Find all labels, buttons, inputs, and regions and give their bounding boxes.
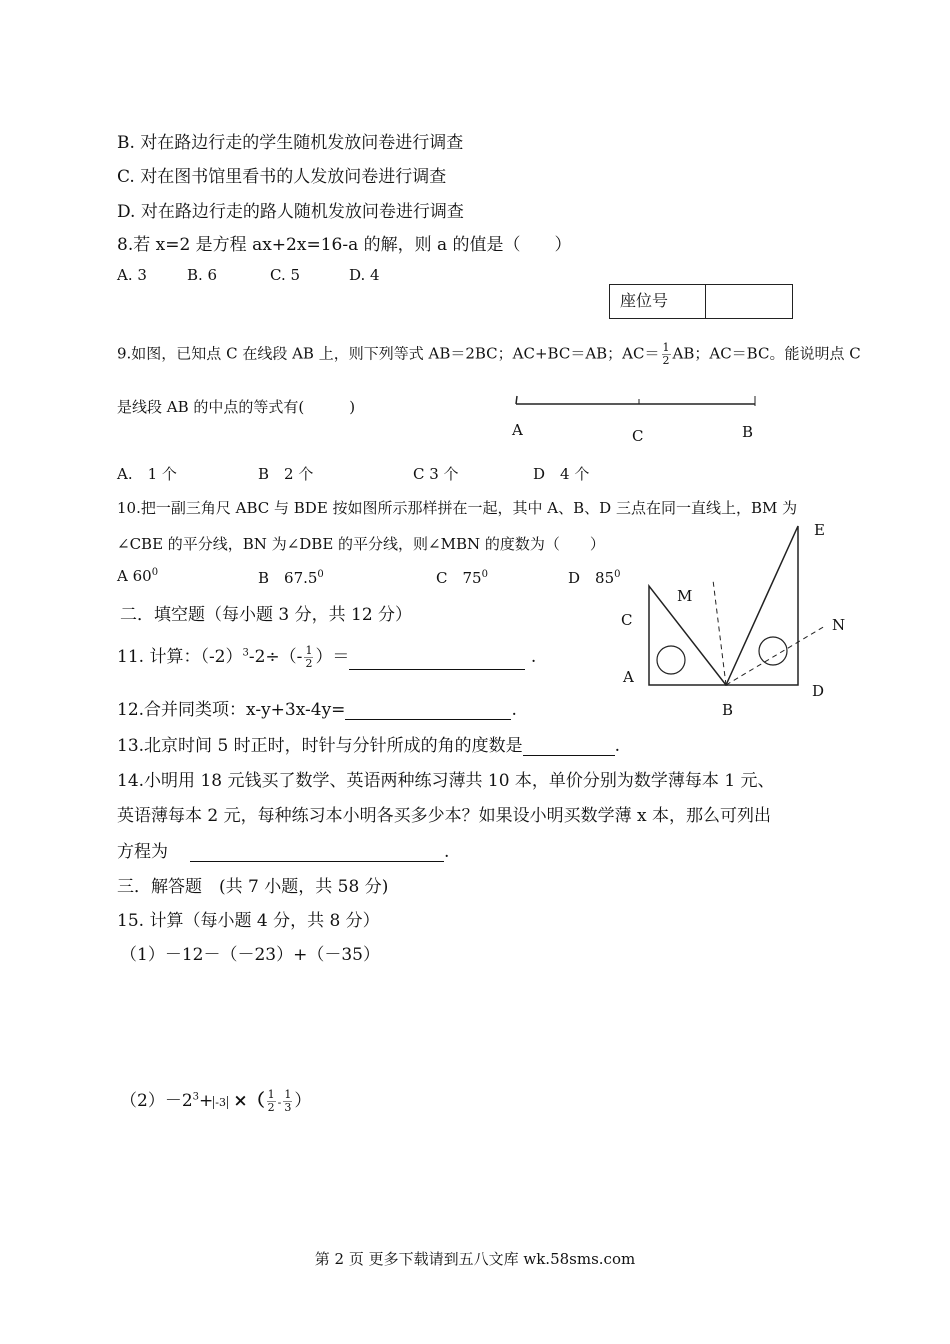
- q11-exponent: 3: [242, 647, 249, 659]
- q13: [117, 731, 620, 756]
- q10-option-d-label: D 85: [568, 569, 615, 587]
- q12: [117, 695, 517, 720]
- q10-option-b-label: B 67.5: [258, 569, 318, 587]
- q9-stem-line2: 是线段 AB 的中点的等式有( ): [117, 398, 356, 416]
- figure-label-c: C: [621, 611, 633, 629]
- q10-option-d-degree: 0: [614, 569, 621, 580]
- q9-fraction: [662, 342, 671, 367]
- q11-end: .: [530, 647, 537, 667]
- q10-option-a-degree: 0: [151, 567, 159, 578]
- point-a-label: A: [512, 421, 523, 439]
- q9-fraction-numerator: 1: [662, 341, 670, 354]
- q11: [117, 642, 536, 670]
- seat-number-box: [609, 284, 793, 319]
- q10-line1: 10.把一副三角尺 ABC 与 BDE 按如图所示那样拼在一起，其中 A、B、D 三点在同一直线上，BM 为: [117, 499, 798, 517]
- triangles-figure: [600, 510, 860, 710]
- q12-end: .: [511, 700, 517, 720]
- figure-label-d: D: [812, 682, 825, 700]
- q11-fraction-numerator: 1: [305, 644, 313, 657]
- q10-option-c-degree: 0: [481, 569, 488, 580]
- q8-option-c: C. 5: [270, 266, 301, 284]
- q15-part2-plus: +: [199, 1091, 214, 1111]
- q9-option-a: A. 1 个: [117, 465, 177, 483]
- q7-option-d: D. 对在路边行走的路人随机发放问卷进行调查: [117, 202, 464, 222]
- q10-option-c: [436, 567, 488, 588]
- q9-option-b: B 2 个: [258, 465, 314, 483]
- q9-stem-part1: 9.如图，已知点 C 在线段 AB 上，则下列等式 AB＝2BC；AC+BC＝AB；AC＝: [117, 344, 660, 363]
- q7-option-c: C. 对在图书馆里看书的人发放问卷进行调查: [117, 167, 447, 187]
- q11-middle: -2÷（-: [248, 647, 303, 667]
- q9-option-c: C 3 个: [413, 465, 459, 483]
- q15-title: 15. 计算（每小题 4 分，共 8 分）: [117, 911, 380, 931]
- q15-part2-fraction-2-numerator: 1: [284, 1088, 292, 1101]
- q14-end: .: [444, 842, 450, 862]
- q11-answer-blank[interactable]: [349, 651, 525, 670]
- q13-end: .: [614, 736, 621, 756]
- q15-part2-minus: -: [277, 1096, 282, 1109]
- q10-option-b-degree: 0: [317, 569, 324, 580]
- q12-answer-blank[interactable]: [345, 701, 511, 720]
- figure-label-b: B: [722, 701, 734, 719]
- point-b-label: B: [742, 423, 754, 441]
- seat-number-label: 座位号: [610, 285, 706, 318]
- q7-option-b: B. 对在路边行走的学生随机发放问卷进行调查: [117, 133, 464, 153]
- q15-part2-close: ）: [294, 1091, 312, 1111]
- q11-fraction-denominator: 2: [305, 657, 313, 670]
- q15-part2-fraction-2-denominator: 3: [284, 1101, 292, 1114]
- q11-equals: ）＝: [315, 647, 350, 667]
- q8-option-a: A. 3: [117, 266, 147, 284]
- q10-option-c-label: C 75: [436, 569, 482, 587]
- q13-answer-blank[interactable]: [523, 737, 615, 756]
- figure-label-m: M: [677, 587, 693, 605]
- q10-option-b: [258, 567, 324, 588]
- q15-part2-times: ×（: [233, 1091, 265, 1111]
- q10-line2: ∠CBE 的平分线，BN 为∠DBE 的平分线，则∠MBN 的度数为（ ）: [117, 535, 605, 553]
- q15-part2-fraction-1-numerator: 1: [267, 1088, 275, 1101]
- q14-answer-blank[interactable]: [190, 843, 444, 862]
- figure-label-e: E: [814, 521, 825, 539]
- q15-part2-fraction-1-denominator: 2: [267, 1101, 275, 1114]
- q15-part2-fraction-2: [283, 1089, 292, 1114]
- q11-fraction: [304, 645, 313, 670]
- q10-option-a-label: A 60: [117, 567, 152, 585]
- q9-fraction-denominator: 2: [662, 354, 670, 367]
- figure-label-a: A: [623, 668, 634, 686]
- q15-part2: [120, 1086, 311, 1114]
- q8-stem: 8.若 x=2 是方程 ax+2x=16-a 的解，则 a 的值是（ ）: [117, 235, 572, 255]
- q9-stem: [117, 342, 861, 367]
- q8-option-d: D. 4: [349, 266, 380, 284]
- q11-prefix: 11. 计算：（-2）: [117, 647, 243, 667]
- q15-part1: （1）－12－（－23）+（－35）: [120, 945, 380, 965]
- section-3-title: 三．解答题 (共 7 小题，共 58 分): [117, 877, 389, 897]
- page-footer: 第 2 页 更多下载请到五八文库 wk.58sms.com: [314, 1250, 636, 1268]
- point-c-label: C: [632, 427, 644, 445]
- q12-text: 12.合并同类项：x-y+3x-4y=: [117, 700, 346, 720]
- q9-stem-part2: AB；AC＝BC。能说明点 C: [672, 344, 861, 363]
- q15-part2-absolute-value: -3: [215, 1096, 226, 1109]
- q15-part2-fraction-1: [267, 1089, 276, 1114]
- q15-part2-exponent: 3: [192, 1091, 200, 1103]
- q8-option-b: B. 6: [187, 266, 218, 284]
- q14-prefix: 方程为: [117, 842, 168, 862]
- q15-part2-prefix: （2）－2: [120, 1091, 193, 1111]
- q14-line1: 14.小明用 18 元钱买了数学、英语两种练习薄共 10 本，单价分别为数学薄每本 1 元、: [117, 771, 775, 791]
- q14-line2: 英语薄每本 2 元，每种练习本小明各买多少本？如果设小明买数学薄 x 本，那么可列出: [117, 806, 772, 826]
- q10-option-a: [117, 567, 158, 585]
- q13-text: 13.北京时间 5 时正时，时针与分针所成的角的度数是: [117, 736, 523, 756]
- q9-option-d: D 4 个: [533, 465, 590, 483]
- section-2-title: 二．填空题（每小题 3 分，共 12 分）: [120, 605, 413, 625]
- q14-line3: [117, 837, 449, 862]
- figure-label-n: N: [832, 616, 846, 634]
